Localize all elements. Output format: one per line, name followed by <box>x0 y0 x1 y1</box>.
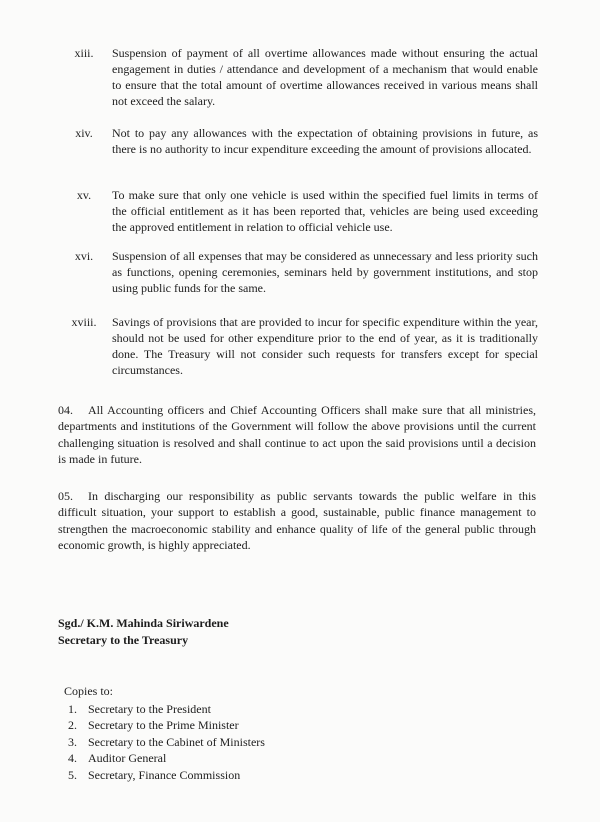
copies-heading: Copies to: <box>64 684 114 698</box>
copies-list <box>64 701 265 784</box>
copies-list-item: 5. Secretary, Finance Commission <box>68 767 241 782</box>
paragraph-text: All Accounting officers and Chief Accounting Officers shall make sure that all ministries, departments and institutions of the Government will follow the above provisions until the current challenging situation is resolved and shall continue to act upon the said provisions until a decision is made in future. <box>58 403 536 467</box>
item-number: xiv. <box>75 126 93 140</box>
item-text: Suspension of payment of all overtime allowances made without ensuring the actual engagement in duties / attendance and development of a mechanism that would enable to ensure that the total amount of overtime allowances received in various means shall not exceed the salary. <box>112 46 538 108</box>
paragraph-number: 05. <box>58 489 73 503</box>
signatory-title: Secretary to the Treasury <box>58 633 189 647</box>
paragraph-05 <box>58 488 536 554</box>
paragraph-04 <box>58 402 536 468</box>
copies-list-item: 1. Secretary to the President <box>68 701 211 716</box>
signatory-name: Sgd./ K.M. Mahinda Siriwardene <box>58 616 229 630</box>
item-text: Not to pay any allowances with the expectation of obtaining provisions in future, as there is no authority to incur expenditure exceeding the amount of provisions allocated. <box>112 126 538 156</box>
copies-list-item: 3. Secretary to the Cabinet of Ministers <box>68 734 265 749</box>
item-number: xviii. <box>71 315 97 329</box>
item-text: Suspension of all expenses that may be considered as unnecessary and less priority such as functions, opening ceremonies, seminars held by government institutions, and stop using public funds for the same. <box>112 249 538 295</box>
copies-list-item: 2. Secretary to the Prime Minister <box>68 718 239 732</box>
paragraph-number: 04. <box>58 403 73 417</box>
copies-section <box>64 683 265 783</box>
item-number: xiii. <box>74 46 94 60</box>
item-number: xv. <box>76 188 92 202</box>
item-number: xvi. <box>74 249 94 263</box>
item-text: To make sure that only one vehicle is used within the specified fuel limits in terms of the official entitlement as it has been reported that, vehicles are being used exceeding the approved entitlement in relation to official vehicle use. <box>112 188 538 234</box>
copies-list-item: 4. Auditor General <box>68 751 167 765</box>
item-text: Savings of provisions that are provided to incur for specific expenditure within the year, should not be used for other expenditure prior to the end of year, as it is traditionally done. The Treasury will not consider such requests for transfers except for special circumstances. <box>112 315 538 377</box>
paragraph-text: In discharging our responsibility as public servants towards the public welfare in this difficult situation, your support to establish a good, sustainable, public finance management to strengthen the macroeconomic stability and enhance quality of life of the general public through economic growth, is highly appreciated. <box>58 489 536 553</box>
